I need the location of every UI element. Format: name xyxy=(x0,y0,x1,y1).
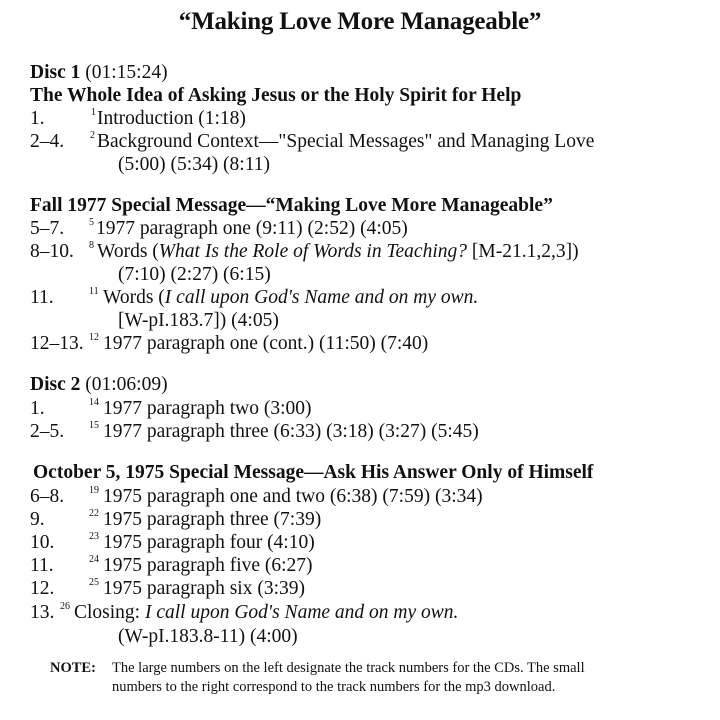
note-line-1: The large numbers on the left designate the track numbers for the CDs. The small xyxy=(112,660,585,676)
track-number: 12–13. xyxy=(30,333,84,354)
disc1-header xyxy=(30,62,168,84)
page-title: “Making Love More Manageable” xyxy=(178,8,542,35)
mp3-track-number: 1 xyxy=(91,107,96,118)
track-title-italic: I call upon God's Name and on my own. xyxy=(164,287,479,308)
track-title-prefix: Words ( xyxy=(97,241,159,262)
disc2-duration: (01:06:09) xyxy=(85,374,168,395)
track-title: 1975 paragraph three (7:39) xyxy=(103,509,322,530)
track-title xyxy=(97,240,579,264)
disc2-header xyxy=(30,374,168,396)
track-title: 1977 paragraph one (9:11) (2:52) (4:05) xyxy=(96,218,408,239)
track-number: 13. xyxy=(30,602,55,623)
fall1977-heading: Fall 1977 Special Message—“Making Love More Manageable” xyxy=(30,195,553,216)
track-title-suffix: [M-21.1,2,3]) xyxy=(467,241,579,262)
mp3-track-number: 2 xyxy=(90,130,95,141)
track-number: 11. xyxy=(30,287,54,308)
track-title: 1977 paragraph three (6:33) (3:18) (3:27) (5:45) xyxy=(103,421,479,442)
track-title: 1977 paragraph two (3:00) xyxy=(103,398,312,419)
track-title-prefix: Words ( xyxy=(103,287,165,308)
mp3-track-number: 26 xyxy=(60,601,70,612)
note-label: NOTE: xyxy=(50,660,96,676)
track-number: 8–10. xyxy=(30,241,74,262)
mp3-track-number: 14 xyxy=(89,397,99,408)
track-title: 1977 paragraph one (cont.) (11:50) (7:40) xyxy=(103,333,429,354)
track-number: 1. xyxy=(30,398,45,419)
mp3-track-number: 12 xyxy=(89,332,99,343)
disc2-label: Disc 2 xyxy=(30,374,81,395)
mp3-track-number: 11 xyxy=(89,286,99,297)
mp3-track-number: 8 xyxy=(89,240,94,251)
track-continuation: (5:00) (5:34) (8:11) xyxy=(118,154,270,175)
track-title-italic: I call upon God's Name and on my own. xyxy=(144,602,459,623)
mp3-track-number: 24 xyxy=(89,554,99,565)
track-number: 5–7. xyxy=(30,218,65,239)
track-title: 1975 paragraph four (4:10) xyxy=(103,532,315,553)
track-number: 1. xyxy=(30,108,45,129)
track-number: 2–5. xyxy=(30,421,65,442)
track-number: 2–4. xyxy=(30,131,65,152)
track-continuation: [W-pI.183.7]) (4:05) xyxy=(118,310,279,331)
track-continuation: (7:10) (2:27) (6:15) xyxy=(118,264,271,285)
track-title-prefix: Closing: xyxy=(74,602,145,623)
mp3-track-number: 5 xyxy=(89,217,94,228)
track-title xyxy=(74,601,458,625)
disc1-heading: The Whole Idea of Asking Jesus or the Holy Spirit for Help xyxy=(30,85,522,106)
track-number: 11. xyxy=(30,555,54,576)
disc1-duration: (01:15:24) xyxy=(85,62,168,83)
mp3-track-number: 19 xyxy=(89,485,99,496)
mp3-track-number: 23 xyxy=(89,531,99,542)
track-number: 6–8. xyxy=(30,486,65,507)
track-number: 12. xyxy=(30,578,55,599)
track-title xyxy=(103,286,478,310)
mp3-track-number: 15 xyxy=(89,420,99,431)
track-title: Introduction (1:18) xyxy=(97,108,246,129)
mp3-track-number: 22 xyxy=(89,508,99,519)
track-title: 1975 paragraph one and two (6:38) (7:59) (3:34) xyxy=(103,486,483,507)
track-title: Background Context—"Special Messages" and Managing Love xyxy=(97,131,595,152)
oct1975-heading: October 5, 1975 Special Message—Ask His Answer Only of Himself xyxy=(33,462,594,483)
track-title: 1975 paragraph five (6:27) xyxy=(103,555,313,576)
track-number: 10. xyxy=(30,532,55,553)
note-line-2: numbers to the right correspond to the track numbers for the mp3 download. xyxy=(112,679,556,695)
track-continuation: (W-pI.183.8-11) (4:00) xyxy=(118,626,298,647)
disc1-label: Disc 1 xyxy=(30,62,81,83)
track-title-italic: What Is the Role of Words in Teaching? xyxy=(158,241,467,262)
mp3-track-number: 25 xyxy=(89,577,99,588)
track-title: 1975 paragraph six (3:39) xyxy=(103,578,305,599)
track-number: 9. xyxy=(30,509,45,530)
